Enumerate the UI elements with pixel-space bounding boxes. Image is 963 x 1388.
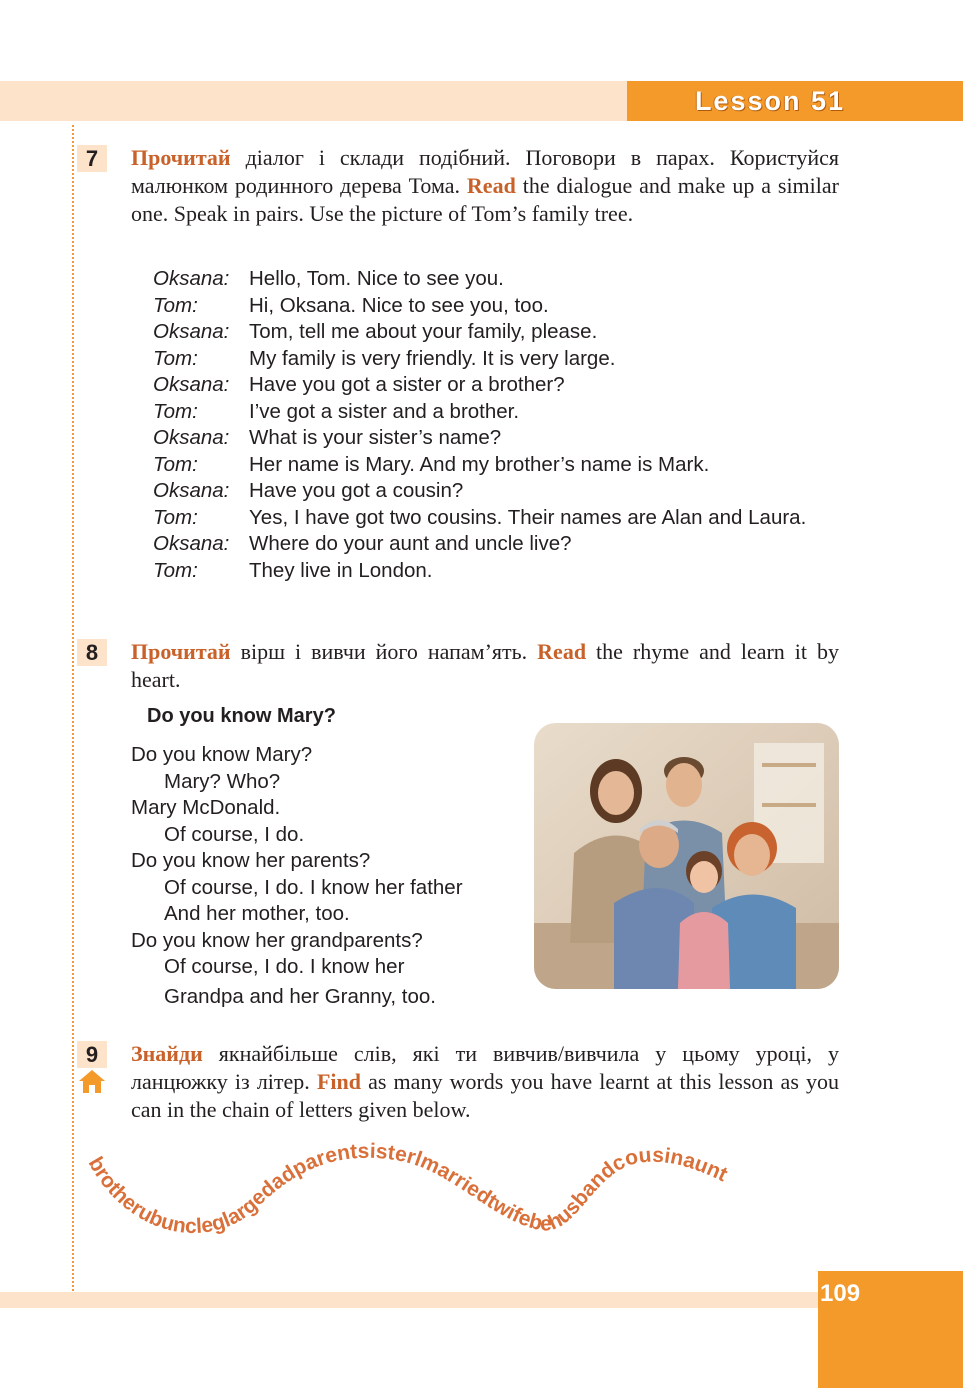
speaker-name: Tom:	[153, 558, 198, 582]
rhyme-line: And her mother, too.	[164, 902, 350, 925]
exercise-8-number: 8	[77, 639, 107, 666]
speech-text: Have you got a sister or a brother?	[249, 373, 565, 396]
rhyme-title: Do you know Mary?	[147, 705, 336, 727]
dialogue-line	[153, 505, 843, 532]
speech-text: Hello, Tom. Nice to see you.	[249, 267, 504, 290]
svg-text:brotherubuncleglargedadparents	[84, 1140, 731, 1238]
dialogue-line	[153, 293, 843, 320]
dialogue-line	[153, 531, 843, 558]
speaker-name: Tom:	[153, 452, 198, 476]
dialogue-line	[153, 558, 843, 585]
speaker-name: Tom:	[153, 346, 198, 370]
instruction-text: якнайбільше слів, які ти вивчив/вивчила у цьому уроці, у ланцюжку із літер.	[131, 1041, 839, 1094]
rhyme-line: Mary McDonald.	[131, 796, 281, 819]
rhyme-line: Do you know her grandparents?	[131, 928, 423, 952]
rhyme-line: Of course, I do. I know her father	[164, 875, 463, 899]
instruction-text: вірш і вивчи його напам’ять.	[230, 639, 538, 664]
dialogue-line	[153, 319, 843, 346]
dialogue-line	[153, 425, 843, 452]
letter-chain	[0, 1140, 963, 1270]
rhyme-text	[131, 742, 531, 1010]
instruction-text: as many words you have learnt at this lesson as you can in the chain of letters given below.	[131, 1069, 840, 1122]
exercise-9-instruction	[131, 1040, 839, 1124]
speaker-name: Oksana:	[153, 373, 230, 396]
highlight-word: Read	[466, 173, 516, 198]
rhyme-line: Mary? Who?	[164, 769, 281, 793]
speaker-name: Oksana:	[153, 267, 230, 290]
home-icon	[78, 1068, 106, 1094]
margin-dotted-rule	[72, 125, 74, 1295]
highlight-word: Прочитай	[131, 639, 231, 664]
exercise-7-number: 7	[77, 145, 107, 172]
speaker-name: Oksana:	[153, 426, 230, 449]
speaker-name: Oksana:	[153, 479, 230, 502]
exercise-8-instruction	[131, 638, 839, 694]
page-number: 109	[820, 1280, 861, 1307]
rhyme-line: Do you know Mary?	[131, 743, 313, 766]
speaker-name: Tom:	[153, 399, 198, 423]
instruction-text: the dialogue and make up a similar one. Speak in pairs. Use the picture of Tom’s family tree.	[131, 173, 839, 226]
dialogue-line	[153, 346, 843, 373]
dialogue	[153, 266, 843, 584]
lesson-title: Lesson 51	[694, 86, 845, 116]
speaker-name: Oksana:	[153, 320, 230, 343]
dialogue-line	[153, 478, 843, 505]
speech-text: Tom, tell me about your family, please.	[249, 320, 598, 343]
speech-text: Her name is Mary. And my brother’s name is Mark.	[249, 452, 710, 476]
highlight-word: Find	[316, 1069, 361, 1094]
speech-text: Hi, Oksana. Nice to see you, too.	[249, 293, 549, 317]
speech-text: Yes, I have got two cousins. Their names are Alan and Laura.	[249, 505, 807, 529]
rhyme-line: Of course, I do.	[164, 822, 305, 846]
exercise-9-number: 9	[77, 1041, 107, 1068]
dialogue-line	[153, 266, 843, 293]
dialogue-line	[153, 372, 843, 399]
speaker-name: Oksana:	[153, 532, 230, 555]
rhyme-line: Grandpa and her Granny, too.	[164, 984, 436, 1008]
letter-chain-text: brotherubuncleglargedadparentsisterlmarriedtwifebehusbandcousinaunt	[83, 1140, 731, 1239]
speech-text: Where do your aunt and uncle live?	[249, 532, 572, 555]
speaker-name: Tom:	[153, 505, 198, 529]
instruction-text: діалог і склади подібний. Поговори в парах. Користуйся малюнком родинного дерева Тома.	[131, 145, 839, 198]
speech-text: They live in London.	[249, 558, 433, 582]
speech-text: What is your sister’s name?	[249, 426, 502, 449]
dialogue-line	[153, 452, 843, 479]
speech-text: I’ve got a sister and a brother.	[249, 399, 520, 423]
exercise-7-instruction	[131, 144, 839, 228]
highlight-word: Знайди	[131, 1041, 203, 1066]
family-photo	[534, 723, 839, 989]
rhyme-line: Of course, I do. I know her	[164, 955, 405, 978]
highlight-word: Read	[537, 639, 587, 664]
speech-text: My family is very friendly. It is very large.	[249, 346, 616, 370]
instruction-text: the rhyme and learn it by heart.	[131, 639, 839, 692]
dialogue-line	[153, 399, 843, 426]
highlight-word: Прочитай	[131, 145, 231, 170]
speech-text: Have you got a cousin?	[249, 479, 464, 502]
speaker-name: Tom:	[153, 293, 198, 317]
rhyme-line: Do you know her parents?	[131, 849, 371, 872]
